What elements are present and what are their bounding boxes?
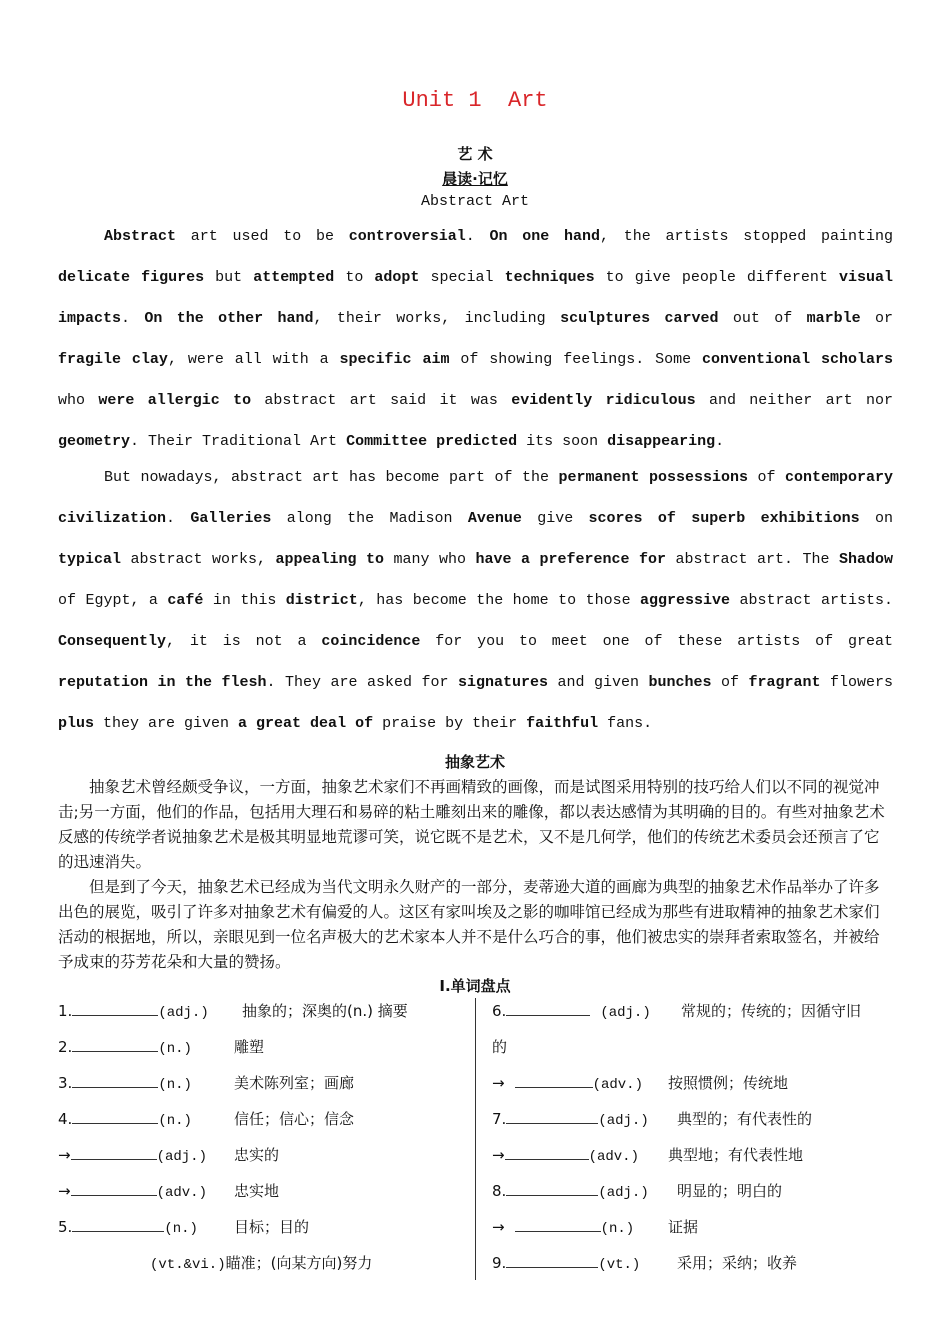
part-of-speech: (adv.) bbox=[156, 1185, 207, 1201]
vocab-row bbox=[58, 1214, 468, 1250]
vocab-row bbox=[58, 1034, 468, 1070]
item-number: 2. bbox=[58, 1038, 73, 1056]
vocab-row bbox=[492, 998, 902, 1034]
zh-paragraph-2: 但是到了今天，抽象艺术已经成为当代文明永久财产的一部分，麦蒂逊大道的画廊为典型的抽象艺术作品举办了许多出色的展览，吸引了许多对抽象艺术有偏爱的人。这区有家叫埃及之影的咖啡馆已经成为那些有进取精神的抽象艺术家们活动的根据地，所以，亲眼见到一位名声极大的艺术家本人并不是什么巧合的事，他们被忠实的崇拜者索取签名，并被给予成束的芬芳花朵和大量的赞扬。 bbox=[58, 878, 880, 971]
vocab-row bbox=[58, 1178, 468, 1214]
part-of-speech: (n.) bbox=[158, 1077, 192, 1093]
passage-paragraph-2: But nowadays, abstract art has become part of the permanent possessions of contemporary civilization. Galleries along the Madison Avenue give scores of superb exhibitions on typical abstract works, appealing to many who have a preference for abstract art. The Shadow of Egypt, a café in this district, has become the home to those aggressive abstract artists. Consequently, it is not a coincidence for you to meet one of these artists of great reputation in the flesh. They are asked for signatures and given bunches of fragrant flowers plus they are given a great deal of praise by their faithful fans. bbox=[58, 469, 894, 732]
part-of-speech: (n.) bbox=[158, 1113, 192, 1129]
item-number: 6. bbox=[492, 1002, 507, 1020]
meaning-continuation: 的 bbox=[492, 1038, 508, 1056]
answer-blank[interactable] bbox=[506, 1251, 598, 1268]
meaning: 典型的；有代表性的 bbox=[677, 1110, 813, 1128]
meaning: 忠实地 bbox=[234, 1182, 280, 1200]
page-title: Unit 1 Art bbox=[402, 88, 548, 113]
answer-blank[interactable] bbox=[72, 1035, 158, 1052]
answer-blank[interactable] bbox=[506, 1107, 598, 1124]
vocab-row bbox=[492, 1106, 902, 1142]
chinese-translation bbox=[58, 775, 893, 975]
answer-blank[interactable] bbox=[505, 1143, 589, 1160]
part-of-speech: (n.) bbox=[600, 1221, 635, 1237]
vocab-row bbox=[492, 1178, 902, 1214]
zh-paragraph-1: 抽象艺术曾经颇受争议，一方面，抽象艺术家们不再画精致的画像，而是试图采用特别的技巧给人们以不同的视觉冲击;另一方面，他们的作品，包括用大理石和易碎的粘土雕刻出来的雕像，都以表达感情为其明确的目的。有些对抽象艺术反感的传统学者说抽象艺术是极其明显地荒谬可笑，说它既不是艺术，又不是几何学，他们的传统艺术委员会还预言了它的迅速消失。 bbox=[58, 778, 885, 871]
meaning: 雕塑 bbox=[234, 1038, 265, 1056]
part-of-speech: (adj.) bbox=[598, 1185, 649, 1201]
arrow-icon: → bbox=[58, 1182, 71, 1200]
part-of-speech: (adj.) bbox=[158, 1005, 209, 1021]
vocab-row bbox=[492, 1070, 902, 1106]
arrow-icon: → bbox=[58, 1146, 71, 1164]
meaning: 信任；信心；信念 bbox=[234, 1110, 355, 1128]
answer-blank[interactable] bbox=[515, 1215, 601, 1232]
passage-title: Abstract Art bbox=[420, 193, 530, 210]
part-of-speech: (adj.) bbox=[598, 1113, 649, 1129]
vocab-row bbox=[58, 1106, 468, 1142]
answer-blank[interactable] bbox=[71, 1143, 157, 1160]
meaning: 美术陈列室；画廊 bbox=[234, 1074, 355, 1092]
passage-paragraph-1: Abstract art used to be controversial. On one hand, the artists stopped painting delicate figures but attempted to adopt special techniques to give people different visual impacts. On the other hand, their works, including sculptures carved out of marble or fragile clay, were all with a specific aim of showing feelings. Some conventional scholars who were allergic to abstract art said it was evidently ridiculous and neither art nor geometry. Their Traditional Art Committee predicted its soon disappearing. bbox=[58, 228, 894, 450]
item-number: 3. bbox=[58, 1074, 73, 1092]
arrow-icon: → bbox=[492, 1146, 505, 1164]
meaning: 典型地；有代表性地 bbox=[668, 1146, 804, 1164]
unit-subtitle: 艺 术 bbox=[457, 145, 493, 163]
answer-blank[interactable] bbox=[72, 1215, 164, 1232]
item-number: 5. bbox=[58, 1218, 73, 1236]
meaning: 明显的；明白的 bbox=[677, 1182, 783, 1200]
arrow-icon: → bbox=[492, 1218, 505, 1236]
part-of-speech: (adj.) bbox=[156, 1149, 207, 1165]
answer-blank[interactable] bbox=[515, 1071, 593, 1088]
vocab-row bbox=[492, 1142, 902, 1178]
meaning: 证据 bbox=[668, 1218, 699, 1236]
vocab-row bbox=[58, 1142, 468, 1178]
part-of-speech: (adj.) bbox=[600, 1005, 651, 1021]
part-of-speech: (vt.&vi.) bbox=[150, 1257, 226, 1273]
vocab-row bbox=[58, 1250, 468, 1286]
vocab-right-column bbox=[492, 998, 902, 1286]
vocab-row bbox=[58, 1070, 468, 1106]
part-of-speech: (vt.) bbox=[598, 1257, 641, 1273]
answer-blank[interactable] bbox=[71, 1179, 157, 1196]
meaning: 目标；目的 bbox=[234, 1218, 310, 1236]
meaning: 忠实的 bbox=[234, 1146, 280, 1164]
part-of-speech: (n.) bbox=[164, 1221, 198, 1237]
vocab-row bbox=[492, 1034, 902, 1070]
answer-blank[interactable] bbox=[72, 999, 158, 1016]
chinese-title: 抽象艺术 bbox=[444, 753, 505, 771]
meaning: 常规的；传统的；因循守旧 bbox=[681, 1002, 862, 1020]
meaning: 采用；采纳；收养 bbox=[677, 1254, 798, 1272]
meaning: 按照惯例；传统地 bbox=[668, 1074, 789, 1092]
arrow-icon: → bbox=[492, 1074, 505, 1092]
item-number: 7. bbox=[492, 1110, 507, 1128]
vocab-row bbox=[492, 1250, 902, 1286]
vocab-heading: Ⅰ.单词盘点 bbox=[439, 977, 511, 995]
vocab-left-column bbox=[58, 998, 468, 1286]
column-divider bbox=[475, 998, 476, 1280]
meaning: 瞄准；(向某方向)努力 bbox=[225, 1254, 373, 1272]
meaning: 抽象的；深奥的(n.) 摘要 bbox=[242, 1002, 408, 1020]
section-label: 晨读·记忆 bbox=[442, 170, 508, 188]
part-of-speech: (adv.) bbox=[588, 1149, 639, 1165]
answer-blank[interactable] bbox=[72, 1107, 158, 1124]
vocab-row bbox=[58, 998, 468, 1034]
part-of-speech: (n.) bbox=[158, 1041, 192, 1057]
part-of-speech: (adv.) bbox=[592, 1077, 643, 1093]
item-number: 9. bbox=[492, 1254, 507, 1272]
answer-blank[interactable] bbox=[506, 1179, 598, 1196]
vocab-row bbox=[492, 1214, 902, 1250]
item-number: 4. bbox=[58, 1110, 73, 1128]
answer-blank[interactable] bbox=[72, 1071, 158, 1088]
english-passage bbox=[58, 216, 893, 744]
item-number: 1. bbox=[58, 1002, 73, 1020]
answer-blank[interactable] bbox=[506, 999, 590, 1016]
item-number: 8. bbox=[492, 1182, 507, 1200]
